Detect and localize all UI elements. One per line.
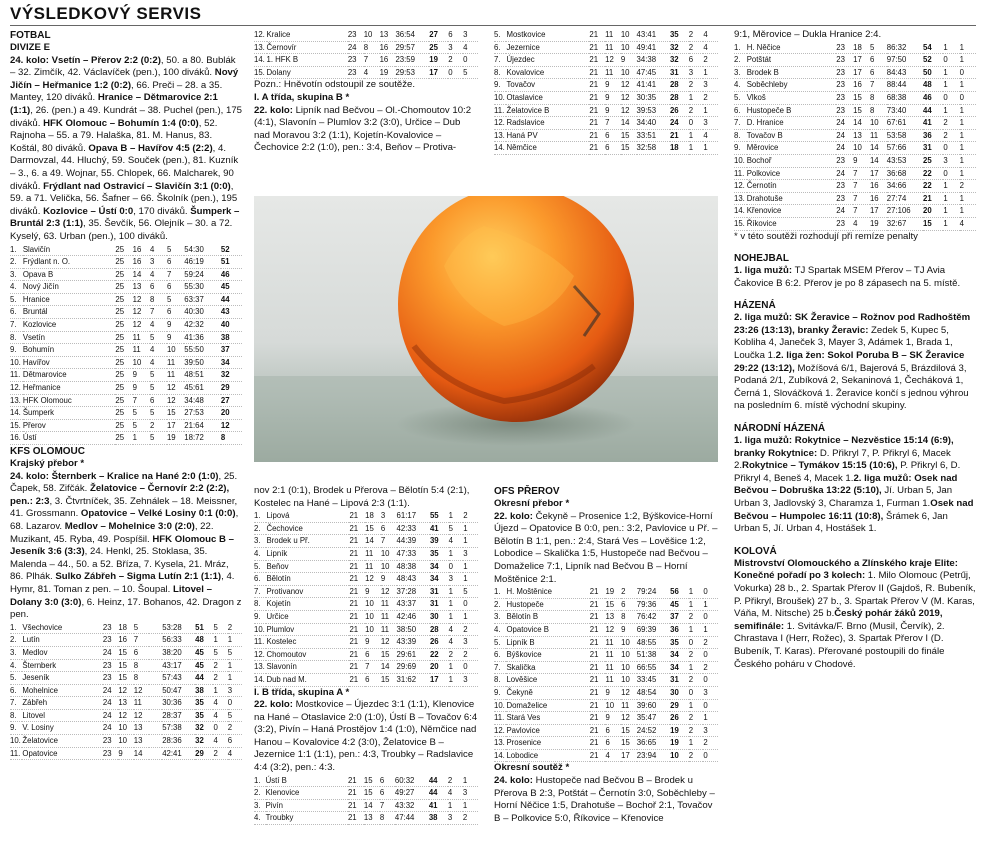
match-result: Kozlovice – Ústí 0:0 — [43, 205, 134, 217]
section-title-narodni-hazena: NÁRODNÍ HÁZENÁ — [734, 423, 826, 435]
section-title-kolova: KOLOVÁ — [734, 545, 777, 557]
table-row: 2. Lutín 23 16 7 56:33 48 1 1 — [10, 634, 242, 647]
table-row: 11. Kostelec 21 9 12 43:39 26 4 3 — [254, 636, 478, 649]
penalty-note: * v této soutěži rozhodují při remíze penalty — [734, 230, 918, 242]
section-title-nohejbal: NOHEJBAL — [734, 253, 790, 265]
table-row: 4. Nový Jičín 25 13 6 6 55:30 45 — [10, 281, 242, 294]
table-row: 6. Jezernice 21 11 10 49:41 32 2 4 — [494, 41, 718, 54]
table-row: 8. Kojetín 21 10 11 43:37 31 1 0 — [254, 598, 478, 611]
table-row: 6. Hustopeče B 23 15 8 73:40 44 1 1 — [734, 104, 976, 117]
match-report-continued: 9:1, Měrovice – Dukla Hranice 2:4. — [734, 29, 882, 40]
match-result: 24. kolo: — [494, 775, 533, 787]
match-result: 1. liga mužů: — [734, 265, 793, 277]
table-row: 14. Dub nad M. 21 6 15 31:62 17 1 3 — [254, 673, 478, 686]
table-row: 10. Domaželice 21 10 11 39:60 29 1 0 — [494, 699, 718, 712]
section-title-hazena: HÁZENÁ — [734, 300, 776, 312]
match-result: 24. kolo: Vsetín – Přerov 2:2 (0:2) — [10, 54, 161, 66]
match-result: HFK Olomouc – Bohumín 1:4 (0:0) — [43, 117, 199, 129]
note: Pozn.: Hněvotín odstoupil ze soutěže. — [254, 79, 416, 91]
table-row: 2. Klenovice 21 15 6 49:27 44 4 3 — [254, 787, 478, 800]
table-row: 9. Měrovice 24 10 14 57:66 31 0 1 — [734, 142, 976, 155]
table-row: 13. Černovír 24 8 16 29:57 25 3 4 — [254, 41, 478, 54]
table-row: 15. Říkovice 23 4 19 32:67 15 1 4 — [734, 217, 976, 230]
table-row: 11. Polkovice 24 7 17 36:68 22 0 1 — [734, 167, 976, 180]
table-row: 12. Radslavice 21 7 14 34:40 24 0 3 — [494, 117, 718, 130]
table-row: 8. Litovel 24 12 12 28:37 35 4 5 — [10, 709, 242, 722]
match-report: 24. kolo: Hustopeče nad Bečvou B – Brodek u Přerova B 2:3, Potštát – Černotín 3:0, Soběchleby – Horní Něčice 1:5, Drahotuše – Bochoř 2:1, Tovačov B – Polkovice 5:0, Říkovice – Křenovice — [494, 775, 715, 824]
match-result: Želatovice – Černovír 2:2 (2:2), pen.: 2:3 — [10, 483, 230, 507]
table-row: 8. Vsetín 25 11 5 9 41:36 38 — [10, 331, 242, 344]
standings-table — [494, 29, 718, 155]
table-row: 11. Želatovice B 21 9 12 39:53 26 2 1 — [494, 104, 718, 117]
table-row: 11. Stará Ves 21 9 12 35:47 26 2 1 — [494, 712, 718, 725]
match-report: 24. kolo: Vsetín – Přerov 2:2 (0:2), 50. a 80. Bublák – 32. Zimčík, 42. Václavíček (pen.), 100 diváků. Nový Jičín – Heřmanice 1:2 (0:2), 66. Preči – 28. a 35. Mantey, 120 diváků. Hranice – Dětmarovice 2:1 (1:1), 26. (pen.) a 49. Kundrát – 38. Puchel (pen.), 175 diváků. HFK Olomouc – Bohumín 1:4 (0:0), 52. Rajnoha – 55. a 79. Halaška, 81. M. Hanus, 83. Koštál, 80 diváků. Opava B – Havířov 4:5 (2:2), 4. Darmovzal, 44. Hluchý, 59. Souček (pen.), 81. Kuzník – 3., 6. a 49. Wojnar, 55. Chlopek, 66. Malcharek, 90 diváků. Frýdlant nad Ostravicí – Slavičín 3:1 (0:0), 59. a 71. Velička, 56. Šafner – 66. Školník (pen.), 195 diváků. Kozlovice – Ústí 0:0, 170 diváků. Šumperk – Bruntál 2:3 (1:1), 35. Ševčík, 56. Olejník – 30. a 72. Kyselý, 63. Urban (pen.), 100 diváků. — [10, 54, 242, 242]
table-row: 2. Hustopeče 21 15 6 79:36 45 1 1 — [494, 598, 718, 611]
table-row: 5. Vlkoš 23 15 8 68:38 46 0 0 — [734, 91, 976, 104]
match-report: 22. kolo: Čekyně – Prosenice 1:2, Býškovice-Horní Újezd – Opatovice B 0:0, pen.: 3:2, Pavlovice u Př. – Bělotín B 1:1, pen.: 2:4, Stará Ves – Lověšice 1:2, Lobodice – Skalička 1:5, Hustopeče nad Bečvou – Domaželice 7:1, Lipník nad Bečvou B – Horní Moštěnice 2:1. — [494, 510, 718, 585]
match-result: Litovel – Dolany 3:0 (3:0) — [10, 583, 212, 608]
standings-table — [734, 42, 976, 231]
standings-table — [254, 510, 478, 686]
match-report-continued: nov 2:1 (0:1), Brodek u Přerova – Bělotín 5:4 (2:1), Kostelec na Hané – Lipová 2:3 (1:1). — [254, 485, 470, 509]
match-result: Sulko Zábřeh – Sigma Lutín 2:1 (1:1) — [55, 571, 222, 583]
table-row: 3. Opava B 25 14 4 7 59:24 46 — [10, 268, 242, 281]
table-row: 3. Brodek u Př. 21 14 7 44:39 39 4 1 — [254, 535, 478, 548]
table-row: 7. Kozlovice 25 12 4 9 42:32 40 — [10, 319, 242, 332]
match-result: 22. kolo: — [254, 699, 293, 711]
table-row: 5. Jeseník 23 15 8 57:43 44 2 1 — [10, 672, 242, 685]
match-result: Medlov – Mohelnice 3:0 (2:0) — [64, 520, 195, 532]
table-row: 3. Pivín 21 14 7 43:32 41 1 1 — [254, 799, 478, 812]
match-report: 22. kolo: Lipník nad Bečvou – Ol.-Chomoutov 10:2 (4:1), Slavonín – Plumlov 3:2 (3:0), Určice – Dub nad Moravou 3:2 (1:1), Kojetín-Kovalovice – Čechovice 2:2 (1:0), pen.: 3:4, Beňov – Protiva- — [254, 104, 472, 154]
standings-table — [494, 586, 718, 762]
table-row: 8. Tovačov B 24 13 11 53:58 36 2 1 — [734, 129, 976, 142]
table-row: 7. Újezdec 21 12 9 34:38 32 6 2 — [494, 54, 718, 67]
match-result: Opava B – Havířov 4:5 (2:2) — [88, 142, 213, 154]
match-result: 22. kolo: — [254, 104, 293, 116]
match-result: 2. liga mužů: Osek nad Bečvou – Dobruška 13:22 (5:10), — [734, 472, 958, 497]
table-row: 13. Haná PV 21 6 15 33:51 21 1 4 — [494, 129, 718, 142]
table-row: 12. Chomoutov 21 6 15 29:61 22 2 2 — [254, 648, 478, 661]
table-row: 4. Soběchleby 23 16 7 88:44 48 1 1 — [734, 79, 976, 92]
match-result: Osek nad Bečvou – Humpolec 16:11 (10:8), — [734, 498, 974, 522]
table-row: 1. Ústí B 21 15 6 60:32 44 2 1 — [254, 775, 478, 787]
table-row: 14. Šumperk 25 5 5 15 27:53 20 — [10, 407, 242, 420]
match-result: 24. kolo: Šternberk – Kralice na Hané 2:0 (1:0) — [10, 470, 219, 482]
table-row: 1. H. Něčice 23 18 5 86:32 54 1 1 — [734, 42, 976, 54]
standings-table — [254, 775, 478, 825]
table-row: 9. V. Losiny 24 10 13 57:38 32 0 2 — [10, 722, 242, 735]
result-report: 1. liga mužů: Rokytnice – Nezvěstice 15:14 (6:9), branky Rokytnice: D. Přikryl 7, P. Přikryl 6, Macek 2.Rokytnice – Tymákov 15:15 (10:6), P. Přikryl 6, D. Přikryl 4, Beneš 4, Macek 1.2. liga mužů: Osek nad Bečvou – Dobruška 13:22 (5:10), Jí. Urban 5, Jan Urban 3, Jadlovský 3, Charamza 1, Furman 1.Osek nad Bečvou – Humpolec 16:11 (10:8), Šrámek 6, Jan Urban 5, Jí. Urban 4, Hostášek 1. — [734, 435, 974, 535]
table-row: 5. Beňov 21 11 10 48:38 34 0 1 — [254, 560, 478, 573]
standings-table — [10, 244, 242, 446]
table-row: 12. Heřmanice 25 9 5 12 45:61 29 — [10, 382, 242, 395]
result-report: Mistrovství Olomouckého a Zlínského kraje Elite: Konečné pořadí po 3 kolech: 1. Milo Olomouc (Petrűj, Vokurka) 28 b., 2. Spartak Přerov II (Gajdoš, R. Bubeník, P. Přikryl, Broušek) 27 b., 3. Spartak Přerov V (M. Karas, Váňa, M. Nitsche) 25 b.Český pohár žáků 2019, semifinále: 1. Svitávka/F. Brno (Musil, Červík), 2. Chrastava I (Herr, Rožec), 3. Spartak Přerov I (D. Bubeník, T. Karas). Přerované postoupili do finále Českého poháru v Chodové. — [734, 557, 976, 670]
match-result: Hranice – Dětmarovice 2:1 (1:1) — [10, 92, 218, 116]
table-row: 2. Frýdlant n. O. 25 16 3 6 46:19 51 — [10, 256, 242, 269]
column-3-top — [494, 29, 718, 194]
table-row: 14. 1. HFK B 23 7 16 23:59 19 2 0 — [254, 54, 478, 67]
match-result: 22. kolo: — [494, 510, 533, 522]
table-row: 6. Býškovice 21 11 10 51:38 34 2 0 — [494, 649, 718, 662]
table-row: 5. Lipník B 21 11 10 48:55 35 0 2 — [494, 636, 718, 649]
table-row: 8. Lověšice 21 11 10 33:45 31 2 0 — [494, 674, 718, 687]
table-row: 14. Lobodice 21 4 17 23:94 10 2 0 — [494, 749, 718, 762]
match-result: 1. liga mužů: Rokytnice – Nezvěstice 15:14 (6:9), branky Rokytnice: — [734, 435, 954, 459]
table-row: 1. H. Moštěnice 21 19 2 79:24 56 1 0 — [494, 586, 718, 598]
column-4 — [734, 29, 976, 866]
table-row: 7. Skalička 21 11 10 66:55 34 1 2 — [494, 661, 718, 674]
league-title: DIVIZE E — [10, 42, 50, 53]
column-2-bottom — [254, 485, 478, 866]
column-3-bottom — [494, 485, 718, 866]
match-report: 24. kolo: Šternberk – Kralice na Hané 2:0 (1:0), 25. Čapek, 58. Zifčák. Želatovice – Černovír 2:2 (2:2), pen.: 2:3, 3. Čtvrtníček, 35. Zehnálek – 18. Meissner, 41. Grossmann. Opatovice – Velké Losiny 0:1 (0:0), 68. Lazarov. Medlov – Mohelnice 3:0 (2:0), 22. Muzikant, 45. Ryba, 49. Pospíšil. HFK Olomouc B – Jeseník 3:6 (3:3), 24. Henkl, 25. Stoklasa, 35. Malenda – 44., 50. a 52. Bříza, 7. Kysela, 21. Mráz, 86. Plhák. Sulko Zábřeh – Sigma Lutín 2:1 (1:1), 4. Hymr, 81. Toman z pen. – 10. Šoupal. Litovel – Dolany 3:0 (3:0), 6. Heinz, 17. Bohanos, 42. Dragon z pen. — [10, 470, 242, 621]
table-row: 12. Kralice 23 10 13 36:54 27 6 3 — [254, 29, 478, 41]
column-1 — [10, 29, 242, 866]
match-report: 22. kolo: Mostkovice – Újezdec 3:1 (1:1), Klenovice na Hané – Otaslavice 2:0 (1:0), Ústí B – Tovačov 6:4 (3:2), Pivín – Haná Prostějov 1:4 (1:0), Němčice nad Hanou – Kovalovice 4:2 (3:0), Želatovice B – Jezernice 1:1 (1:1), pen.: 4:3, Troubky – Radslavice 4:4 (3:2), pen.: 4:3. — [254, 699, 478, 774]
page-header — [10, 4, 976, 26]
table-row: 10. Bochoř 23 9 14 43:53 25 3 1 — [734, 154, 976, 167]
standings-table — [10, 622, 242, 761]
table-row: 1. Slavičín 25 16 4 5 54:30 52 — [10, 244, 242, 256]
match-result: Šumperk – Bruntál 2:3 (1:1) — [10, 205, 240, 230]
table-row: 11. Opatovice 23 9 14 42:41 29 2 4 — [10, 747, 242, 760]
competition-title: I. B třída, skupina A * — [254, 686, 350, 698]
table-row: 14. Němčice 21 6 15 32:58 18 1 1 — [494, 142, 718, 155]
table-row: 4. Lipník 21 11 10 47:33 35 1 3 — [254, 547, 478, 560]
match-result: Mistrovství Olomouckého a Zlínského kraje Elite: Konečné pořadí po 3 kolech: — [734, 557, 958, 582]
table-row: 2. Potštát 23 17 6 97:50 52 0 1 — [734, 54, 976, 67]
match-result: Rokytnice – Tymákov 15:15 (10:6), — [742, 460, 898, 472]
table-row: 6. Mohelnice 24 12 12 50:47 38 1 3 — [10, 684, 242, 697]
table-row: 10. Želatovice 23 10 13 28:36 32 4 6 — [10, 735, 242, 748]
match-result: Opatovice – Velké Losiny 0:1 (0:0) — [80, 508, 236, 520]
match-result: Frýdlant nad Ostravicí – Slavičín 3:1 (0:0) — [43, 180, 231, 192]
table-row: 7. D. Hranice 24 14 10 67:61 41 2 1 — [734, 117, 976, 130]
table-row: 3. Brodek B 23 17 6 84:43 50 1 0 — [734, 66, 976, 79]
table-row: 1. Lipová 21 18 3 61:17 55 1 2 — [254, 510, 478, 522]
match-result: HFK Olomouc B – Jeseník 3:6 (3:3) — [10, 533, 234, 558]
table-row: 12. Černotín 23 7 16 34:66 22 1 2 — [734, 180, 976, 193]
table-row: 9. Určice 21 10 11 42:46 30 1 1 — [254, 610, 478, 623]
result-report: 1. liga mužů: TJ Spartak MSEM Přerov – TJ Avia Čakovice B 6:2. Přerov je po 8 zápasech na 5. místě. — [734, 265, 961, 289]
table-row: 9. Čekyně 21 9 12 48:54 30 0 3 — [494, 686, 718, 699]
table-row: 16. Ústí 25 1 5 19 18:72 8 — [10, 432, 242, 445]
match-result: 2. liga mužů: SK Žeravice – Rožnov pod Radhoštěm 23:26 (13:13), branky Žeravic: — [734, 312, 971, 336]
table-row: 9. Bohumín 25 11 4 10 55:50 37 — [10, 344, 242, 357]
table-row: 1. Všechovice 23 18 5 53:28 51 5 2 — [10, 622, 242, 634]
match-result: 2. liga žen: Sokol Poruba B – SK Žeravice 29:22 (13:12), — [734, 350, 965, 374]
table-row: 15. Dolany 23 4 19 29:53 17 0 5 — [254, 66, 478, 79]
result-report: 2. liga mužů: SK Žeravice – Rožnov pod Radhoštěm 23:26 (13:13), branky Žeravic: Zedek 5, Kupec 5, Kobliha 4, Janeček 3, Mayer 3, Adámek 1, Brada 1, Loučka 1.2. liga žen: Sokol Poruba B – SK Žeravice 29:22 (13:12), Možíšová 6/1, Bajerová 5, Brázdilová 3, Podaná 2/1, Zubíková 2, Sekaninová 1, Čecháková 1, Černá 1, Slováčková 1. Žeravice končí s jednou výhrou na posledním 6. místě východní skupiny. — [734, 312, 971, 412]
table-row: 4. Šternberk 23 15 8 43:17 45 2 1 — [10, 659, 242, 672]
section-title: OFS PŘEROV — [494, 486, 560, 497]
table-row: 13. HFK Olomouc 25 7 6 12 34:48 27 — [10, 394, 242, 407]
table-row: 9. Tovačov 21 9 12 41:41 28 2 3 — [494, 79, 718, 92]
table-row: 7. Protivanov 21 9 12 37:28 31 1 5 — [254, 585, 478, 598]
table-row: 3. Medlov 24 15 6 38:20 45 5 5 — [10, 646, 242, 659]
table-row: 5. Mostkovice 21 11 10 43:41 35 2 4 — [494, 29, 718, 41]
table-row: 6. Bělotín 21 12 9 48:43 34 3 1 — [254, 573, 478, 586]
table-row: 10. Otaslavice 21 9 12 30:35 28 1 2 — [494, 91, 718, 104]
table-row: 6. Bruntál 25 12 7 6 40:30 43 — [10, 306, 242, 319]
competition-title: Krajský přebor * — [10, 458, 85, 469]
table-row: 8. Kovalovice 21 11 10 47:45 31 3 1 — [494, 66, 718, 79]
table-row: 14. Křenovice 24 7 17 27:106 20 1 1 — [734, 205, 976, 218]
standings-table — [254, 29, 478, 79]
table-row: 12. Pavlovice 21 6 15 24:52 19 2 3 — [494, 724, 718, 737]
table-row: 13. Drahotuše 23 7 16 27:74 21 1 1 — [734, 192, 976, 205]
table-row: 11. Dětmarovice 25 9 5 11 48:51 32 — [10, 369, 242, 382]
table-row: 13. Slavonín 21 7 14 29:69 20 1 0 — [254, 661, 478, 674]
competition-title: I. A třída, skupina B * — [254, 91, 350, 103]
section-title: KFS OLOMOUC — [10, 446, 85, 457]
column-2-top — [254, 29, 478, 194]
competition-title: Okresní přebor * — [494, 498, 570, 509]
match-result: Český pohár žáků 2019, semifinále: — [734, 608, 943, 632]
table-row: 5. Hranice 25 12 8 5 63:37 44 — [10, 293, 242, 306]
football-photo — [254, 196, 718, 462]
table-row: 3. Bělotín B 21 13 8 76:42 37 2 0 — [494, 611, 718, 624]
sport-title: FOTBAL — [10, 30, 51, 41]
competition-title: Okresní soutěž * — [494, 762, 570, 774]
table-row: 7. Zábřeh 24 13 11 30:36 35 4 0 — [10, 697, 242, 710]
table-row: 10. Havířov 25 10 4 11 39:50 34 — [10, 356, 242, 369]
match-result: Nový Jičín – Heřmanice 1:2 (0:2) — [10, 67, 239, 91]
page-title: VÝSLEDKOVÝ SERVIS — [10, 4, 202, 23]
table-row: 4. Opatovice B 21 12 9 69:39 36 1 1 — [494, 623, 718, 636]
table-row: 10. Plumlov 21 10 11 38:50 28 4 2 — [254, 623, 478, 636]
table-row: 2. Čechovice 21 15 6 42:33 41 5 1 — [254, 522, 478, 535]
table-row: 13. Prosenice 21 6 15 36:65 19 1 2 — [494, 737, 718, 750]
table-row: 15. Přerov 25 5 2 17 21:64 12 — [10, 419, 242, 432]
football-photo-image — [254, 196, 718, 462]
table-row: 4. Troubky 21 13 8 47:44 38 3 2 — [254, 812, 478, 825]
